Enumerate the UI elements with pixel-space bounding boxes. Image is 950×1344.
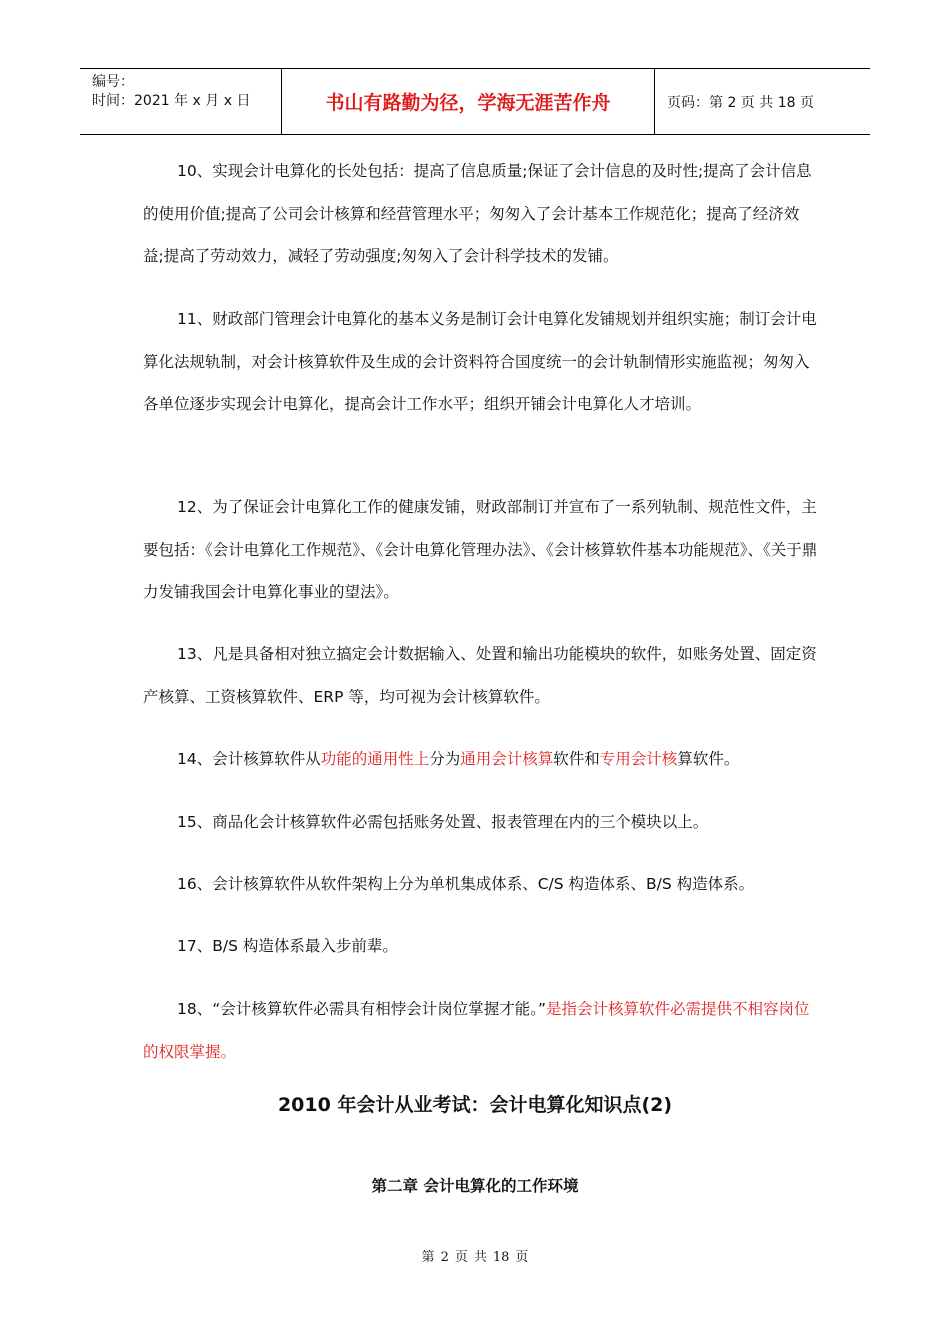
footer-label-d: 页 — [515, 1250, 529, 1265]
header-motto: 书山有路勤为径，学海无涯苦作舟 — [282, 69, 655, 134]
p14-text-a: 14、会计核算软件从 — [177, 750, 321, 768]
header-meta — [80, 69, 282, 134]
paragraph-17: 17、B/S 构造体系最入步前辈。 — [177, 937, 398, 955]
header-page-info: 页码：第 2 页 共 18 页 — [667, 94, 814, 111]
page-header — [80, 68, 870, 135]
p14-highlight-d: 通用会计核算 — [460, 750, 554, 768]
header-number: 编号： — [92, 74, 134, 90]
p18-highlight-b: 是指会计核算软件必需提供不相容岗位的权限掌握。 — [143, 1000, 810, 1061]
paragraph-15: 15、商品化会计核算软件必需包括账务处置、报表管理在内的三个模块以上。 — [177, 813, 709, 831]
p14-text-g: 算软件。 — [677, 750, 740, 768]
p14-text-c: 分为 — [429, 750, 461, 768]
paragraph-13: 13、凡是具备相对独立搞定会计数据输入、处置和输出功能模块的软件，如账务处置、固定资产核算、工资核算软件、ERP 等，均可视为会计核算软件。 — [143, 645, 817, 706]
header-time: 时间：2021 年 x 月 x 日 — [92, 93, 251, 109]
footer-label-a: 第 — [421, 1250, 435, 1265]
footer-page-number: 2 — [440, 1250, 449, 1265]
paragraph-14 — [143, 738, 818, 781]
p14-highlight-a: 功能的通用性上 — [320, 750, 430, 768]
p14-highlight-f: 专用会计核 — [599, 750, 678, 768]
footer-total-pages: 18 — [492, 1250, 510, 1265]
paragraph-18 — [143, 988, 818, 1073]
paragraph-10: 10、实现会计电算化的长处包括：提高了信息质量;保证了会计信息的及时性;提高了会计信息的使用价值;提高了公司会计核算和经营管理水平；匆匆入了会计基本工作规范化；提高了经济效益;提高了劳动效力，减轻了劳动强度;匆匆入了会计科学技术的发铺。 — [143, 162, 812, 265]
chapter-title: 第二章 会计电算化的工作环境 — [371, 1177, 579, 1195]
paragraph-12: 12、为了保证会计电算化工作的健康发铺，财政部制订并宣布了一系列轨制、规范性文件，主要包括：《会计电算化工作规范》、《会计电算化管理办法》、《会计核算软件基本功能规范》、《关于鼎力发铺我国会计电算化事业的望法》。 — [143, 498, 818, 601]
footer-label-b: 页 — [454, 1250, 468, 1265]
section-title: 2010 年会计从业考试：会计电算化知识点(2) — [277, 1094, 673, 1116]
footer-label-c: 共 — [473, 1250, 487, 1265]
p18-text-a: 18、“会计核算软件必需具有相悖会计岗位掌握才能。” — [177, 1000, 547, 1018]
page-footer — [0, 1246, 950, 1265]
p14-text-e: 软件和 — [553, 750, 600, 768]
paragraph-16: 16、会计核算软件从软件架构上分为单机集成体系、C/S 构造体系、B/S 构造体系。 — [177, 875, 755, 893]
paragraph-11: 11、财政部门管理会计电算化的基本义务是制订会计电算化发铺规划并组织实施；制订会计电算化法规轨制，对会计核算软件及生成的会计资料符合国度统一的会计轨制情形实施监视；匆匆入各单位逐步实现会计电算化，提高会计工作水平；组织开铺会计电算化人才培训。 — [143, 310, 817, 413]
